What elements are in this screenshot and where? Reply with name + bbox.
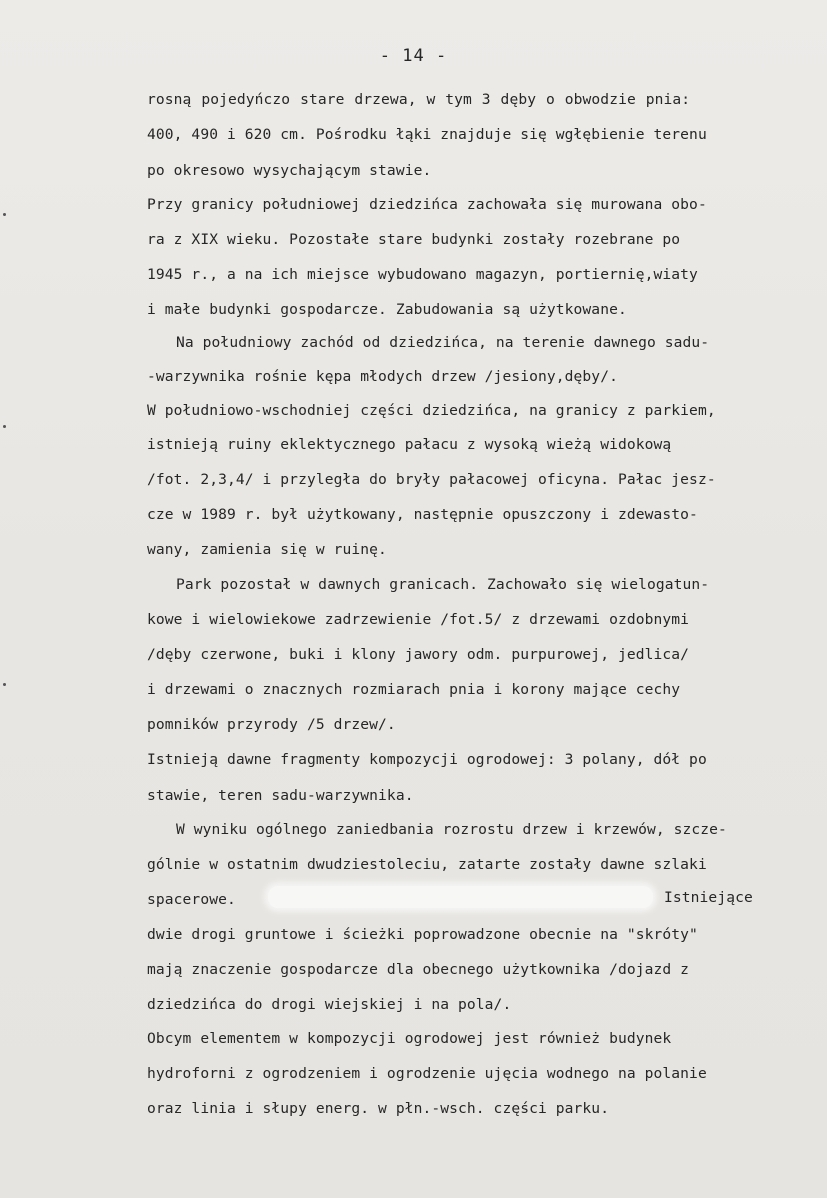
text-line: rosną pojedyńczo stare drzewa, w tym 3 dęby o obwodzie pnia: (147, 91, 691, 108)
text-line: spacerowe. (147, 891, 236, 908)
text-line: Przy granicy południowej dziedzińca zachowała się murowana obo- (147, 196, 707, 213)
text-line: pomników przyrody /5 drzew/. (147, 716, 396, 733)
text-line: dziedzińca do drogi wiejskiej i na pola/. (147, 996, 512, 1013)
text-line: kowe i wielowiekowe zadrzewienie /fot.5/ z drzewami ozdobnymi (147, 611, 690, 628)
text-line: Obcym elementem w kompozycji ogrodowej jest również budynek (147, 1030, 672, 1047)
text-line: istnieją ruiny eklektycznego pałacu z wysoką wieżą widokową (147, 436, 672, 453)
text-line: Istnieją dawne fragmenty kompozycji ogrodowej: 3 polany, dół po (147, 751, 707, 768)
scan-speck (3, 683, 6, 686)
text-line: Na południowy zachód od dziedzińca, na terenie dawnego sadu- (176, 334, 710, 351)
text-line: i małe budynki gospodarcze. Zabudowania są użytkowane. (147, 301, 627, 318)
text-line: ra z XIX wieku. Pozostałe stare budynki zostały rozebrane po (147, 231, 681, 248)
scan-speck (3, 213, 6, 216)
text-line: cze w 1989 r. był użytkowany, następnie opuszczony i zdewasto- (147, 506, 698, 523)
page-number: - 14 - (379, 46, 448, 66)
text-line: Park pozostał w dawnych granicach. Zachowało się wielogatun- (176, 576, 710, 593)
text-line: oraz linia i słupy energ. w płn.-wsch. części parku. (147, 1100, 610, 1117)
text-line: stawie, teren sadu-warzywnika. (147, 787, 414, 804)
text-line: /fot. 2,3,4/ i przyległa do bryły pałacowej oficyna. Pałac jesz- (147, 471, 716, 488)
text-line: gólnie w ostatnim dwudziestoleciu, zatarte zostały dawne szlaki (147, 856, 707, 873)
text-line: Istniejące (664, 889, 753, 906)
text-line: W wyniku ogólnego zaniedbania rozrostu drzew i krzewów, szcze- (176, 821, 727, 838)
text-line: dwie drogi gruntowe i ścieżki poprowadzone obecnie na "skróty" (147, 926, 698, 943)
text-line: mają znaczenie gospodarcze dla obecnego użytkownika /dojazd z (147, 961, 690, 978)
text-line: i drzewami o znacznych rozmiarach pnia i korony mające cechy (147, 681, 681, 698)
text-line: po okresowo wysychającym stawie. (147, 162, 432, 179)
text-line: wany, zamienia się w ruinę. (147, 541, 387, 558)
scan-speck (3, 425, 6, 428)
text-line: 1945 r., a na ich miejsce wybudowano magazyn, portiernię,wiaty (147, 266, 698, 283)
text-line: W południowo-wschodniej części dziedzińca, na granicy z parkiem, (147, 402, 716, 419)
text-line: 400, 490 i 620 cm. Pośrodku łąki znajduje się wgłębienie terenu (147, 126, 707, 143)
text-line: hydroforni z ogrodzeniem i ogrodzenie ujęcia wodnego na polanie (147, 1065, 707, 1082)
text-line: -warzywnika rośnie kępa młodych drzew /jesiony,dęby/. (147, 368, 618, 385)
text-line: /dęby czerwone, buki i klony jawory odm. purpurowej, jedlica/ (147, 646, 690, 663)
redaction-patch (268, 886, 653, 908)
